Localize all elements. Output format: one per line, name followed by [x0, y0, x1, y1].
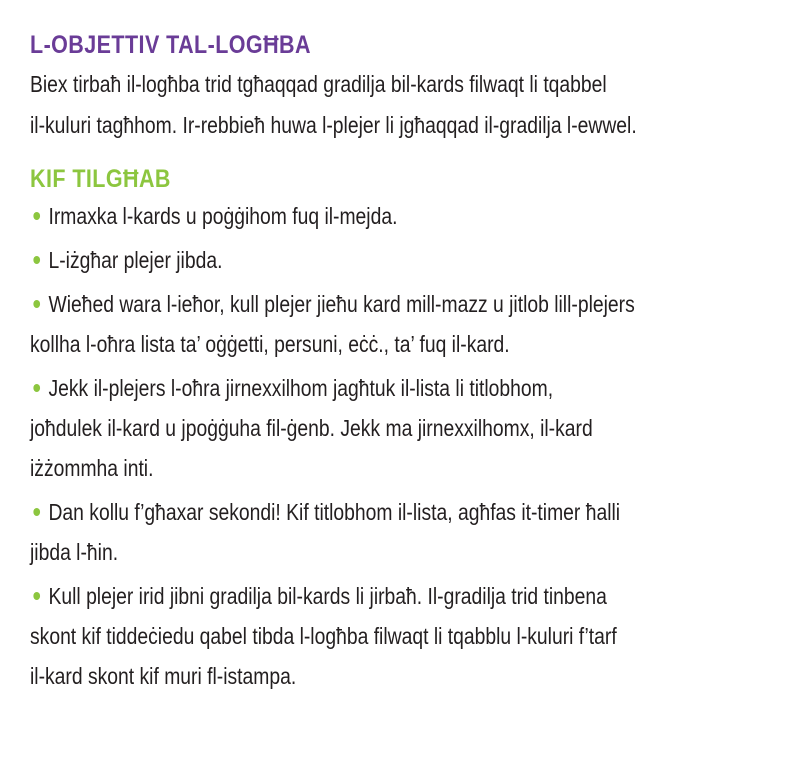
objective-line: il-kuluri tagħhom. Ir-rebbieħ huwa l-plejer li jgħaqqad il-gradilja l-ewwel. — [30, 112, 637, 138]
bullet-dot-icon — [33, 384, 40, 392]
objective-line: Biex tirbaħ il-logħba trid tgħaqqad gradilja bil-kards filwaqt li tqabbel — [30, 71, 607, 97]
objective-paragraph — [30, 64, 769, 146]
instruction-item — [30, 284, 769, 364]
instruction-item — [30, 196, 769, 236]
bullet-dot-icon — [33, 592, 40, 600]
instruction-line: L-iżgħar plejer jibda. — [48, 247, 223, 273]
instruction-line: Jekk il-plejers l-oħra jirnexxilhom jagħtuk il-lista li titlobhom, — [48, 375, 554, 401]
instruction-line: Dan kollu f’għaxar sekondi! Kif titlobhom il-lista, agħfas it-timer ħalli — [48, 499, 621, 525]
instruction-line: skont kif tiddeċiedu qabel tibda l-logħba filwaqt li tqabblu l-kuluri f’tarf — [30, 623, 617, 649]
bullet-dot-icon — [33, 300, 40, 308]
instruction-item — [30, 240, 769, 280]
objective-heading: L-OBJETTIV TAL-LOGĦBA — [30, 31, 311, 59]
instruction-line: kollha l-oħra lista ta’ oġġetti, persuni, eċċ., ta’ fuq il-kard. — [30, 331, 510, 357]
instruction-line: Kull plejer irid jibni gradilja bil-kards li jirbaħ. Il-gradilja trid tinbena — [48, 583, 607, 609]
how-to-play-heading: KIF TILGĦAB — [30, 165, 171, 193]
instruction-item — [30, 492, 769, 572]
instruction-line: Irmaxka l-kards u poġġihom fuq il-mejda. — [48, 203, 398, 229]
instruction-line: jibda l-ħin. — [30, 539, 119, 565]
instruction-item — [30, 368, 769, 488]
instruction-line: il-kard skont kif muri fl-istampa. — [30, 663, 297, 689]
instruction-item — [30, 576, 769, 696]
bullet-dot-icon — [33, 212, 40, 220]
instruction-line: iżżommha inti. — [30, 455, 154, 481]
bullet-dot-icon — [33, 508, 40, 516]
instruction-line: Wieħed wara l-ieħor, kull plejer jieħu kard mill-mazz u jitlob lill-plejers — [48, 291, 635, 317]
instruction-line: joħdulek il-kard u jpoġġuha fil-ġenb. Jekk ma jirnexxilhomx, il-kard — [30, 415, 593, 441]
rules-page — [30, 28, 780, 700]
instructions-list — [30, 196, 769, 696]
bullet-dot-icon — [33, 256, 40, 264]
